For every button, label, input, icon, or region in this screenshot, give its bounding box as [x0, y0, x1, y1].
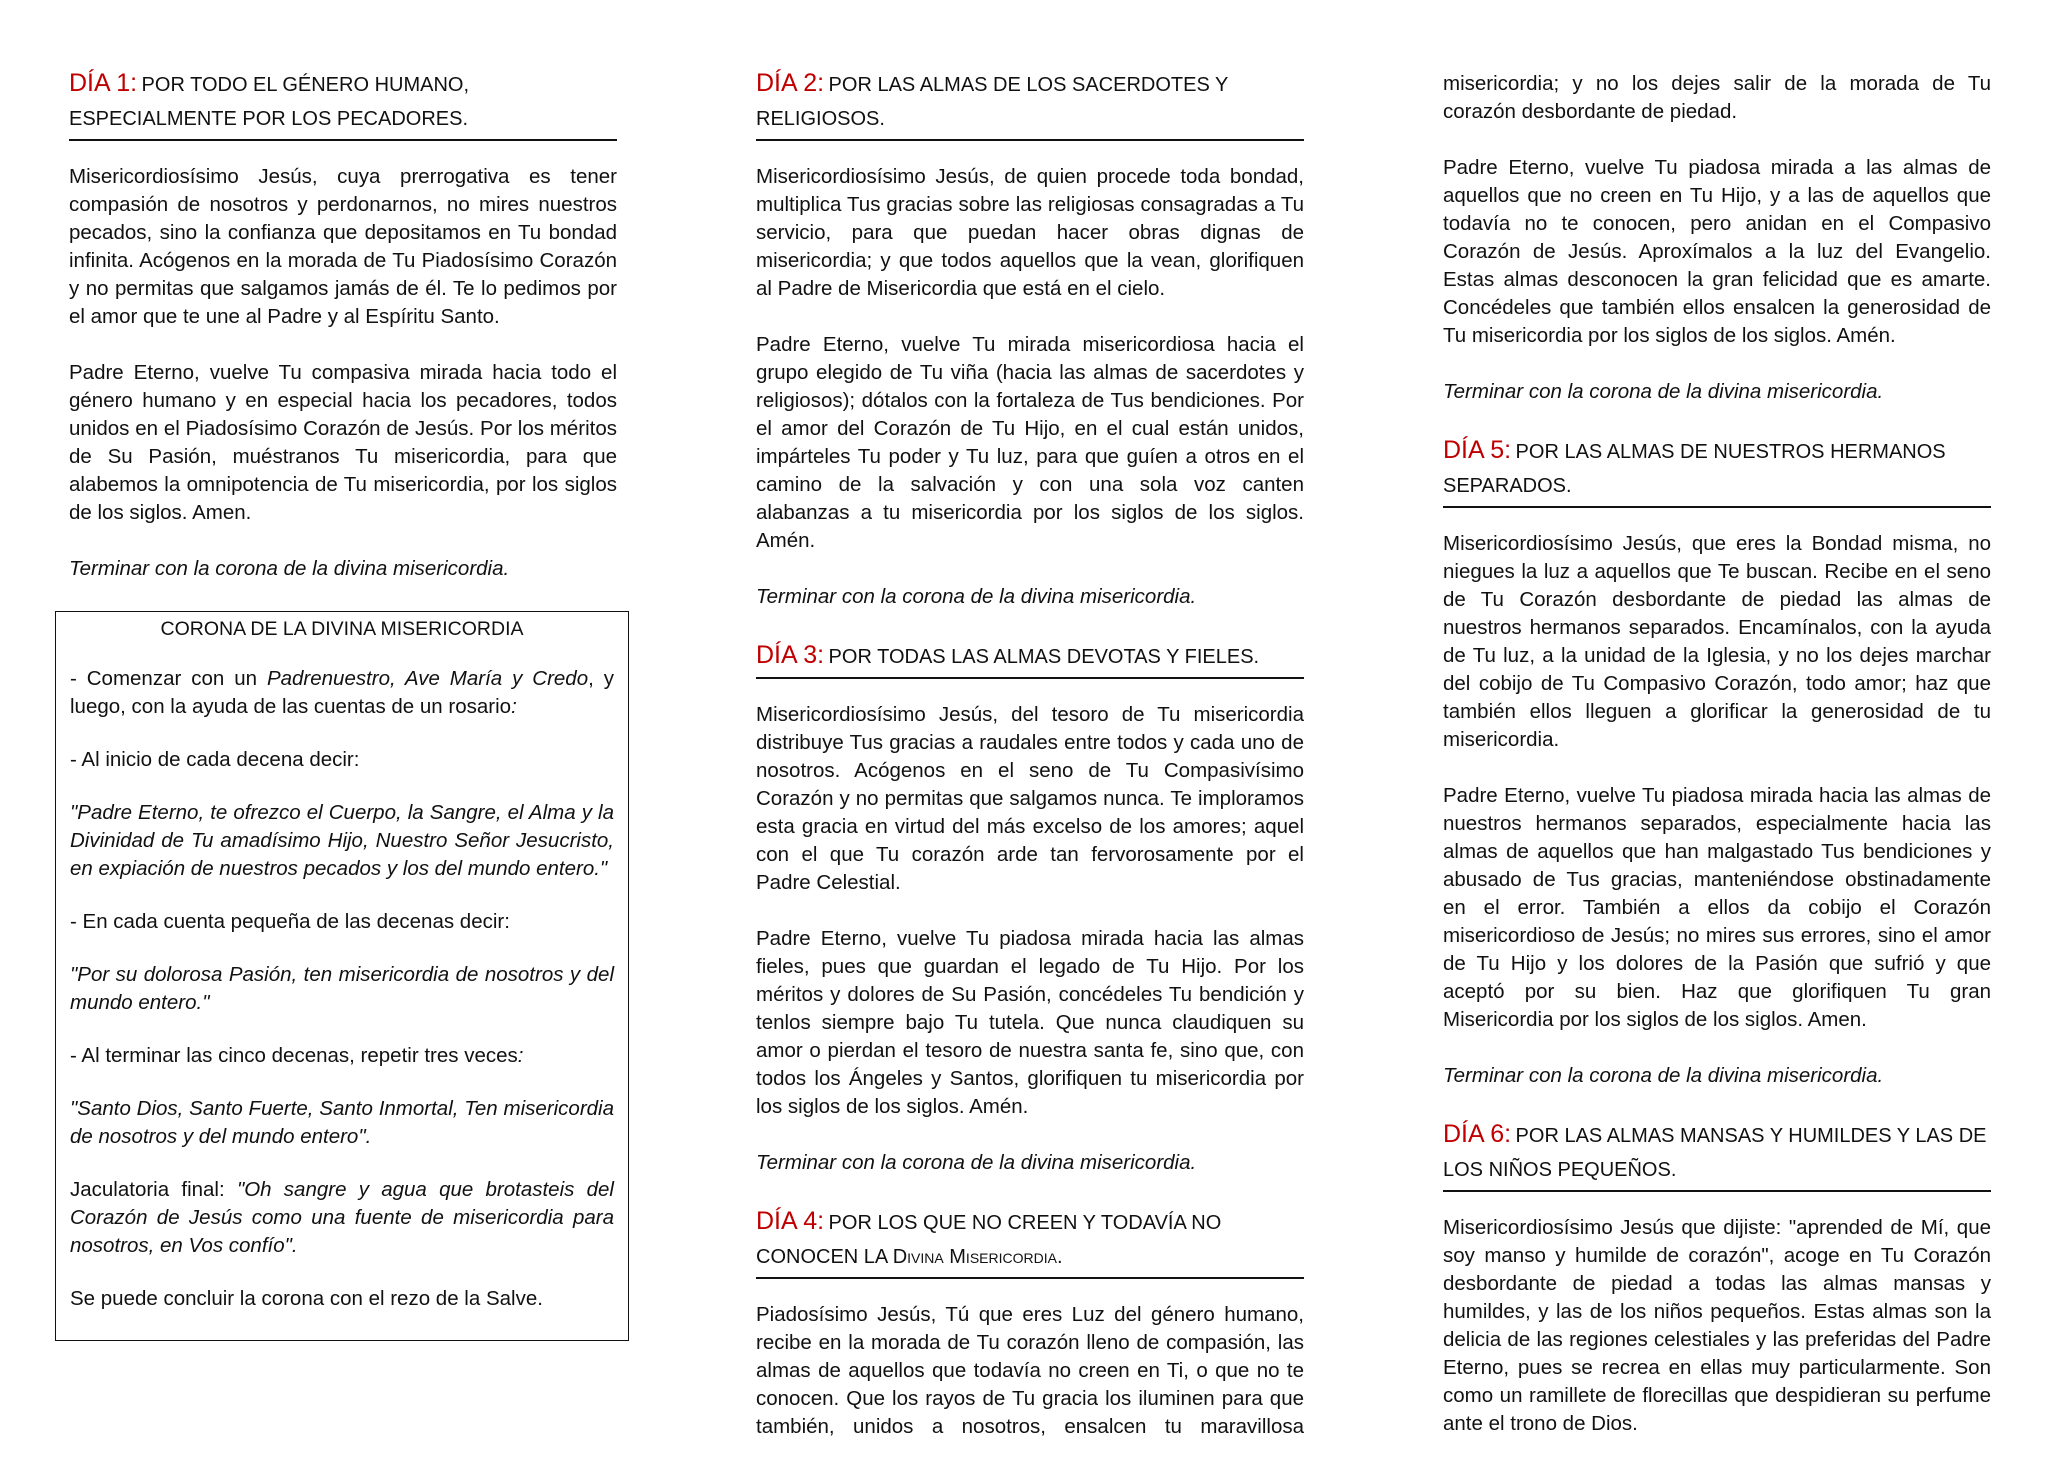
day-3-closing: Terminar con la corona de la divina misericordia.	[756, 1151, 1197, 1174]
column-2	[756, 67, 1304, 1469]
day-1-number: DÍA 1:	[69, 69, 138, 97]
day-2-closing: Terminar con la corona de la divina misericordia.	[756, 585, 1197, 608]
day-4-prayer-continued: misericordia; y no los dejes salir de la morada de Tu corazón desbordante de piedad.	[1443, 72, 1991, 123]
day-2-prayer-father: Padre Eterno, vuelve Tu mirada misericordiosa hacia el grupo elegido de Tu viña (hacia las almas de sacerdotes y religiosos); dótalos con la fortaleza de Tus bendiciones. Por el amor del Corazón de Tu Hijo, en el cual están unidos, impárteles Tu poder y Tu luz, para que guíen a otros en el camino de la salvación y con una sola voz canten alabanzas a tu misericordia por los siglos de los siglos. Amén.	[756, 333, 1304, 552]
day-4-heading: DÍA 4: POR LOS QUE NO CREEN Y TODAVÍA NO CONOCEN LA Divina Misericordia.	[756, 1205, 1304, 1279]
day-6-heading: DÍA 6: POR LAS ALMAS MANSAS Y HUMILDES Y LAS DE LOS NIÑOS PEQUEÑOS.	[1443, 1118, 1991, 1192]
day-2-heading: DÍA 2: POR LAS ALMAS DE LOS SACERDOTES Y RELIGIOSOS.	[756, 67, 1304, 141]
day-6-prayer-jesus: Misericordiosísimo Jesús que dijiste: "aprended de Mí, que soy manso y humilde de corazón", acoge en Tu Corazón desbordante de piedad a todas las almas mansas y humildes, y las de los niños pequeños. Estas almas son la delicia de las regiones celestiales y las preferidas del Padre Eterno, pues se recrea en ellas muy particularmente. Son como un ramillete de florecillas que despidieran su perfume ante el trono de Dios.	[1443, 1216, 1991, 1435]
chaplet-step-small-beads: - En cada cuenta pequeña de las decenas decir:	[70, 910, 510, 933]
day-3-number: DÍA 3:	[756, 641, 825, 669]
day-5-prayer-jesus: Misericordiosísimo Jesús, que eres la Bondad misma, no niegues la luz a aquellos que Te buscan. Recibe en el seno de Tu Corazón desbordante de piedad las almas de nuestros hermanos separados. Encamínalos, con la ayuda de Tu luz, a la unidad de la Iglesia, y no los dejes marchar del cobijo de Tu Compasivo Corazón, todo amor; haz que también ellos lleguen a glorificar la generosidad de tu misericordia.	[1443, 532, 1991, 751]
day-3-prayer-jesus: Misericordiosísimo Jesús, del tesoro de Tu misericordia distribuye Tus gracias a raudales entre todos y cada uno de nosotros. Acógenos en el seno de Tu Compasivísimo Corazón y no permitas que salgamos nunca. Te imploramos esta gracia en virtud del más excelso de los amores; aquel con el que Tu corazón arde tan fervorosamente por el Padre Celestial.	[756, 703, 1304, 894]
column-3	[1443, 70, 1991, 1466]
day-2-prayer-jesus: Misericordiosísimo Jesús, de quien procede toda bondad, multiplica Tus gracias sobre las religiosas consagradas a Tu servicio, para que puedan hacer obras dignas de misericordia; y que todos aquellos que la vean, glorifiquen al Padre de Misericordia que está en el cielo.	[756, 165, 1304, 300]
day-4-prayer-jesus: Piadosísimo Jesús, Tú que eres Luz del género humano, recibe en la morada de Tu corazón lleno de compasión, las almas de aquellos que todavía no creen en Ti, o que no te conocen. Que los rayos de Tu gracia los iluminen para que también, unidos a nosotros, ensalcen tu maravillosa	[756, 1303, 1304, 1438]
day-4-title: POR LOS QUE NO CREEN Y TODAVÍA NO CONOCEN LA Divina Misericordia	[756, 1212, 1222, 1268]
chaplet-step-decade-start: - Al inicio de cada decena decir:	[70, 748, 360, 771]
day-1-prayer-jesus: Misericordiosísimo Jesús, cuya prerrogativa es tener compasión de nosotros y perdonarnos, no mires nuestros pecados, sino la confianza que depositamos en Tu bondad infinita. Acógenos en la morada de Tu Piadosísimo Corazón y no permitas que salgamos jamás de él. Te lo pedimos por el amor que te une al Padre y al Espíritu Santo.	[69, 165, 617, 328]
day-3-heading: DÍA 3: POR TODAS LAS ALMAS DEVOTAS Y FIELES.	[756, 639, 1304, 679]
column-1	[69, 67, 617, 611]
day-4-number: DÍA 4:	[756, 1207, 825, 1235]
chaplet-holy-god-prayer: "Santo Dios, Santo Fuerte, Santo Inmortal, Ten misericordia de nosotros y del mundo entero".	[70, 1097, 614, 1148]
chaplet-eternal-father-prayer: "Padre Eterno, te ofrezco el Cuerpo, la Sangre, el Alma y la Divinidad de Tu amadísimo Hijo, Nuestro Señor Jesucristo, en expiación de nuestros pecados y los del mundo entero."	[70, 801, 614, 880]
day-3-prayer-father: Padre Eterno, vuelve Tu piadosa mirada hacia las almas fieles, pues que guardan el legado de Tu Hijo. Por los méritos y dolores de Su Pasión, concédeles Tu bendición y tenlos siempre bajo Tu tutela. Que nunca claudiquen su amor o pierdan el tesoro de nuestra santa fe, sino que, con todos los Ángeles y Santos, glorifiquen tu misericordia por los siglos de los siglos. Amén.	[756, 927, 1304, 1118]
day-3-title: POR TODAS LAS ALMAS DEVOTAS Y FIELES	[828, 646, 1254, 668]
day-4-prayer-father: Padre Eterno, vuelve Tu piadosa mirada a las almas de aquellos que no creen en Tu Hijo, y a las de aquellos que todavía no te conocen, pero anidan en el Compasivo Corazón de Jesús. Aproxímalos a la luz del Evangelio. Estas almas desconocen la gran felicidad que es amarte. Concédeles que también ellos ensalcen la generosidad de Tu misericordia por los siglos de los siglos. Amén.	[1443, 156, 1991, 347]
day-1-title: POR TODO EL GÉNERO HUMANO, ESPECIALMENTE POR LOS PECADORES	[69, 74, 470, 130]
day-1-heading: DÍA 1: POR TODO EL GÉNERO HUMANO, ESPECIALMENTE POR LOS PECADORES.	[69, 67, 617, 141]
day-1-closing: Terminar con la corona de la divina misericordia.	[69, 557, 510, 580]
chaplet-step-start: - Comenzar con un Padrenuestro, Ave María y Credo, y luego, con la ayuda de las cuentas de un rosario:	[70, 667, 614, 718]
day-6-number: DÍA 6:	[1443, 1120, 1512, 1148]
chaplet-passion-prayer: "Por su dolorosa Pasión, ten misericordia de nosotros y del mundo entero."	[70, 963, 614, 1014]
day-5-prayer-father: Padre Eterno, vuelve Tu piadosa mirada hacia las almas de nuestros hermanos separados, especialmente hacia las almas de aquellos que han malgastado Tus bendiciones y abusado de Tus gracias, manteniéndose obstinadamente en el error. También a ellos da cobijo el Corazón misericordioso de Jesús; no mires sus errores, sino el amor de Tu Hijo y los dolores de la Pasión que sufrió y que aceptó por su bien. Haz que glorifiquen Tu gran Misericordia por los siglos de los siglos. Amen.	[1443, 784, 1991, 1031]
day-2-title: POR LAS ALMAS DE LOS SACERDOTES Y RELIGIOSOS	[756, 74, 1228, 130]
day-2-number: DÍA 2:	[756, 69, 825, 97]
day-6-title: POR LAS ALMAS MANSAS Y HUMILDES Y LAS DE LOS NIÑOS PEQUEÑOS	[1443, 1125, 1987, 1181]
day-5-title: POR LAS ALMAS DE NUESTROS HERMANOS SEPARADOS	[1443, 441, 1946, 497]
day-5-closing: Terminar con la corona de la divina misericordia.	[1443, 1064, 1884, 1087]
chaplet-title: CORONA DE LA DIVINA MISERICORDIA	[160, 618, 524, 640]
day-1-prayer-father: Padre Eterno, vuelve Tu compasiva mirada hacia todo el género humano y en especial hacia los pecadores, todos unidos en el Piadosísimo Corazón de Jesús. Por los méritos de Su Pasión, muéstranos Tu misericordia, para que alabemos la omnipotencia de Tu misericordia, por los siglos de los siglos. Amen.	[69, 361, 617, 524]
chaplet-salve-note: Se puede concluir la corona con el rezo de la Salve.	[70, 1287, 543, 1310]
day-5-number: DÍA 5:	[1443, 436, 1512, 464]
chaplet-box	[55, 611, 629, 1341]
chaplet-step-finish: - Al terminar las cinco decenas, repetir tres veces:	[70, 1044, 524, 1067]
chaplet-final-aspiration: Jaculatoria final: "Oh sangre y agua que brotasteis del Corazón de Jesús como una fuente de misericordia para nosotros, en Vos confío".	[70, 1178, 614, 1257]
day-4-closing: Terminar con la corona de la divina misericordia.	[1443, 380, 1884, 403]
day-5-heading: DÍA 5: POR LAS ALMAS DE NUESTROS HERMANOS SEPARADOS.	[1443, 434, 1991, 508]
